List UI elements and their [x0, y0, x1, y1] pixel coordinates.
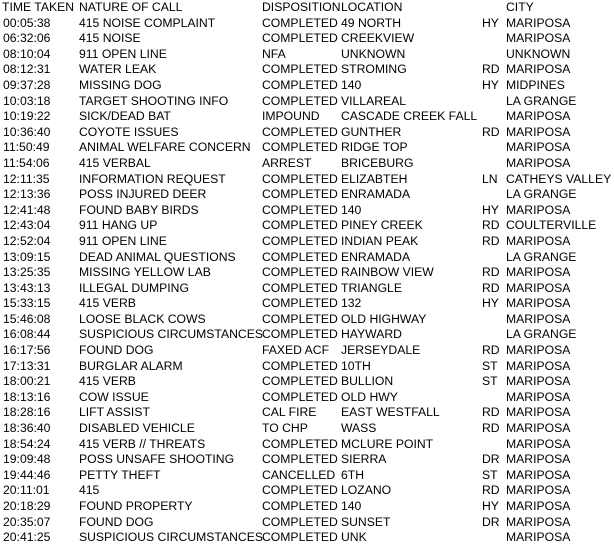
table-row: [0, 218, 614, 234]
cell-city: MARIPOSA: [506, 31, 571, 46]
cell-nature-of-call: FOUND BABY BIRDS: [79, 202, 199, 217]
cell-nature-of-call: 415 VERB: [79, 374, 136, 389]
cell-city: MARIPOSA: [506, 62, 571, 77]
cell-city: MARIPOSA: [506, 202, 571, 217]
cell-location: BRICEBURG: [341, 155, 414, 170]
cell-city: MARIPOSA: [506, 499, 571, 513]
cell-time-taken: 11:50:49: [3, 140, 50, 155]
cell-time-taken: 15:46:08: [3, 311, 51, 326]
cell-disposition: COMPLETED: [262, 296, 338, 311]
table-row: [0, 281, 614, 297]
table-row: [0, 437, 614, 453]
cell-time-taken: 13:43:13: [3, 280, 51, 295]
cell-nature-of-call: MISSING YELLOW LAB: [79, 265, 211, 280]
cell-time-taken: 20:11:01: [3, 483, 50, 498]
cell-location: JERSEYDALE: [341, 343, 421, 358]
cell-location: MCLURE POINT: [341, 436, 434, 451]
cell-city: CATHEYS VALLEY: [506, 171, 612, 186]
cell-disposition: COMPLETED: [262, 202, 338, 217]
cell-disposition: COMPLETED: [262, 77, 338, 92]
cell-city: MARIPOSA: [506, 265, 571, 280]
cell-nature-of-call: FOUND PROPERTY: [79, 499, 193, 513]
cell-location: PINEY CREEK: [341, 218, 423, 233]
table-row: [0, 234, 614, 250]
table-row: [0, 405, 614, 421]
cell-city: MARIPOSA: [506, 280, 571, 295]
cell-nature-of-call: DISABLED VEHICLE: [79, 421, 195, 436]
cell-time-taken: 16:17:56: [3, 343, 51, 358]
cell-nature-of-call: 415: [79, 483, 100, 498]
cell-street-suffix: HY: [482, 296, 499, 311]
cell-time-taken: 13:25:35: [3, 265, 51, 280]
cell-street-suffix: RD: [482, 265, 500, 280]
cell-location: UNK: [341, 530, 367, 545]
cell-city: UNKNOWN: [506, 46, 571, 61]
header-time-taken: TIME TAKEN: [2, 0, 75, 14]
cell-street-suffix: RD: [482, 218, 500, 233]
call-log-rows: [0, 16, 614, 546]
cell-location: VILLAREAL: [341, 93, 407, 108]
cell-time-taken: 19:09:48: [3, 452, 51, 467]
cell-disposition: IMPOUND: [262, 109, 320, 124]
table-row: [0, 140, 614, 156]
cell-nature-of-call: DEAD ANIMAL QUESTIONS: [79, 249, 236, 264]
cell-nature-of-call: INFORMATION REQUEST: [79, 171, 226, 186]
cell-city: MARIPOSA: [506, 296, 571, 311]
cell-street-suffix: HY: [482, 499, 499, 513]
table-row: [0, 78, 614, 94]
table-row: [0, 250, 614, 266]
cell-location: 10TH: [341, 358, 371, 373]
cell-city: MARIPOSA: [506, 15, 571, 30]
cell-time-taken: 12:52:04: [3, 233, 51, 248]
cell-city: MARIPOSA: [506, 389, 571, 404]
cell-street-suffix: RD: [482, 280, 500, 295]
cell-time-taken: 16:08:44: [3, 327, 51, 342]
cell-disposition: ARREST: [262, 155, 312, 170]
cell-nature-of-call: TARGET SHOOTING INFO: [79, 93, 229, 108]
cell-city: LA GRANGE: [506, 327, 577, 342]
cell-disposition: COMPLETED: [262, 311, 338, 326]
cell-disposition: COMPLETED: [262, 233, 338, 248]
table-row: [0, 296, 614, 312]
cell-time-taken: 18:28:16: [3, 405, 51, 420]
cell-city: LA GRANGE: [506, 249, 577, 264]
cell-city: MARIPOSA: [506, 421, 571, 436]
cell-location: OLD HIGHWAY: [341, 311, 427, 326]
table-row: [0, 94, 614, 110]
cell-time-taken: 18:13:16: [3, 389, 51, 404]
cell-location: OLD HWY: [341, 389, 398, 404]
cell-disposition: COMPLETED: [262, 171, 338, 186]
header-nature-of-call: NATURE OF CALL: [79, 0, 183, 14]
cell-city: MARIPOSA: [506, 233, 571, 248]
table-row: [0, 359, 614, 375]
header-disposition: DISPOSITION: [262, 0, 341, 14]
header-location: LOCATION: [341, 0, 403, 14]
table-row: [0, 374, 614, 390]
cell-location: ENRAMADA: [341, 249, 411, 264]
cell-disposition: COMPLETED: [262, 265, 338, 280]
cell-location: 6TH: [341, 467, 365, 482]
cell-nature-of-call: 911 OPEN LINE: [79, 233, 167, 248]
cell-time-taken: 18:36:40: [3, 421, 51, 436]
cell-nature-of-call: SUSPICIOUS CIRCUMSTANCES: [79, 327, 263, 342]
cell-location: CREEKVIEW: [341, 31, 415, 46]
cell-nature-of-call: 911 HANG UP: [79, 218, 158, 233]
cell-time-taken: 10:03:18: [3, 93, 51, 108]
cell-time-taken: 18:00:21: [3, 374, 51, 389]
cell-city: MARIPOSA: [506, 109, 571, 124]
table-row: [0, 47, 614, 63]
cell-nature-of-call: COW ISSUE: [79, 389, 149, 404]
cell-location: 49 NORTH: [341, 15, 402, 30]
cell-time-taken: 17:13:31: [3, 358, 51, 373]
cell-city: MARIPOSA: [506, 530, 571, 545]
cell-disposition: FAXED ACF: [262, 343, 330, 358]
cell-city: MARIPOSA: [506, 467, 571, 482]
cell-nature-of-call: SICK/DEAD BAT: [79, 109, 171, 124]
cell-nature-of-call: 911 OPEN LINE: [79, 46, 167, 61]
cell-disposition: COMPLETED: [262, 15, 338, 30]
cell-disposition: COMPLETED: [262, 358, 338, 373]
cell-location: 140: [341, 202, 362, 217]
cell-street-suffix: LN: [482, 171, 498, 186]
table-row: [0, 468, 614, 484]
cell-disposition: TO CHP: [262, 421, 308, 436]
cell-street-suffix: DR: [482, 452, 500, 467]
cell-disposition: COMPLETED: [262, 62, 338, 77]
table-row: [0, 156, 614, 172]
cell-location: LOZANO: [341, 483, 392, 498]
cell-nature-of-call: POSS UNSAFE SHOOTING: [79, 452, 235, 467]
table-row: [0, 515, 614, 531]
cell-location: RAINBOW VIEW: [341, 265, 434, 280]
cell-location: GUNTHER: [341, 124, 402, 139]
cell-time-taken: 12:43:04: [3, 218, 51, 233]
table-row: [0, 16, 614, 32]
cell-time-taken: 13:09:15: [3, 249, 51, 264]
cell-location: WASS: [341, 421, 377, 436]
cell-nature-of-call: 415 NOISE: [79, 31, 141, 46]
cell-disposition: COMPLETED: [262, 140, 338, 155]
cell-city: MARIPOSA: [506, 343, 571, 358]
cell-disposition: COMPLETED: [262, 483, 338, 498]
cell-city: MARIPOSA: [506, 452, 571, 467]
cell-nature-of-call: 415 NOISE COMPLAINT: [79, 15, 216, 30]
cell-location: ELIZABTEH: [341, 171, 408, 186]
cell-street-suffix: HY: [482, 202, 499, 217]
cell-location: 140: [341, 499, 362, 513]
cell-time-taken: 18:54:24: [3, 436, 51, 451]
cell-nature-of-call: POSS INJURED DEER: [79, 187, 207, 202]
table-row: [0, 452, 614, 468]
cell-city: MARIPOSA: [506, 155, 571, 170]
cell-time-taken: 10:36:40: [3, 124, 51, 139]
cell-time-taken: 15:33:15: [3, 296, 51, 311]
cell-city: MARIPOSA: [506, 405, 571, 420]
cell-nature-of-call: 415 VERB: [79, 296, 136, 311]
table-row: [0, 265, 614, 281]
cell-disposition: COMPLETED: [262, 280, 338, 295]
cell-street-suffix: DR: [482, 514, 500, 529]
cell-nature-of-call: ILLEGAL DUMPING: [79, 280, 189, 295]
cell-street-suffix: RD: [482, 421, 500, 436]
cell-nature-of-call: BURGLAR ALARM: [79, 358, 183, 373]
cell-nature-of-call: SUSPICIOUS CIRCUMSTANCES: [79, 530, 263, 545]
cell-location: SUNSET: [341, 514, 391, 529]
cell-location: TRIANGLE: [341, 280, 402, 295]
table-row: [0, 187, 614, 203]
cell-disposition: COMPLETED: [262, 374, 338, 389]
cell-disposition: COMPLETED: [262, 31, 338, 46]
cell-nature-of-call: 415 VERB // THREATS: [79, 436, 206, 451]
cell-city: LA GRANGE: [506, 93, 577, 108]
cell-disposition: COMPLETED: [262, 218, 338, 233]
cell-disposition: NFA: [262, 46, 286, 61]
cell-city: LA GRANGE: [506, 187, 577, 202]
table-row: [0, 203, 614, 219]
cell-disposition: COMPLETED: [262, 124, 338, 139]
cell-time-taken: 11:54:06: [3, 155, 50, 170]
cell-street-suffix: ST: [482, 374, 498, 389]
table-row: [0, 390, 614, 406]
cell-disposition: COMPLETED: [262, 187, 338, 202]
cell-location: UNKNOWN: [341, 46, 406, 61]
cell-location: CASCADE CREEK FALL: [341, 109, 478, 124]
cell-disposition: COMPLETED: [262, 514, 338, 529]
cell-city: MARIPOSA: [506, 436, 571, 451]
table-row: [0, 530, 614, 546]
cell-time-taken: 12:11:35: [3, 171, 50, 186]
table-row: [0, 172, 614, 188]
cell-time-taken: 20:35:07: [3, 514, 51, 529]
table-row: [0, 109, 614, 125]
table-row: [0, 31, 614, 47]
table-row: [0, 125, 614, 141]
cell-disposition: COMPLETED: [262, 499, 338, 513]
cell-street-suffix: RD: [482, 343, 500, 358]
cell-time-taken: 20:18:29: [3, 499, 51, 513]
cell-nature-of-call: PETTY THEFT: [79, 467, 161, 482]
cell-city: MARIPOSA: [506, 124, 571, 139]
cell-location: INDIAN PEAK: [341, 233, 419, 248]
cell-disposition: COMPLETED: [262, 452, 338, 467]
cell-time-taken: 09:37:28: [3, 77, 51, 92]
cell-nature-of-call: LOOSE BLACK COWS: [79, 311, 206, 326]
cell-city: MARIPOSA: [506, 483, 571, 498]
table-row: [0, 483, 614, 499]
cell-nature-of-call: MISSING DOG: [79, 77, 162, 92]
table-row: [0, 421, 614, 437]
cell-street-suffix: RD: [482, 233, 500, 248]
cell-city: MARIPOSA: [506, 311, 571, 326]
cell-city: COULTERVILLE: [506, 218, 597, 233]
cell-city: MARIPOSA: [506, 374, 571, 389]
cell-location: HAYWARD: [341, 327, 402, 342]
cell-location: ENRAMADA: [341, 187, 411, 202]
cell-time-taken: 10:19:22: [3, 109, 51, 124]
table-row: [0, 327, 614, 343]
cell-location: SIERRA: [341, 452, 387, 467]
cell-city: MARIPOSA: [506, 140, 571, 155]
cell-disposition: CAL FIRE: [262, 405, 317, 420]
cell-street-suffix: RD: [482, 62, 500, 77]
cell-location: BULLION: [341, 374, 394, 389]
cell-time-taken: 08:10:04: [3, 46, 51, 61]
cell-location: 140: [341, 77, 362, 92]
header-row: [0, 0, 614, 16]
cell-location: 132: [341, 296, 362, 311]
cell-street-suffix: RD: [482, 405, 500, 420]
cell-city: MIDPINES: [506, 77, 565, 92]
cell-time-taken: 08:12:31: [3, 62, 51, 77]
cell-disposition: COMPLETED: [262, 93, 338, 108]
cell-location: RIDGE TOP: [341, 140, 408, 155]
cell-nature-of-call: FOUND DOG: [79, 343, 154, 358]
cell-disposition: COMPLETED: [262, 436, 338, 451]
cell-time-taken: 20:41:25: [3, 530, 51, 545]
cell-street-suffix: HY: [482, 15, 499, 30]
cell-street-suffix: RD: [482, 124, 500, 139]
cell-nature-of-call: WATER LEAK: [79, 62, 157, 77]
cell-location: EAST WESTFALL: [341, 405, 440, 420]
cell-nature-of-call: 415 VERBAL: [79, 155, 151, 170]
cell-time-taken: 06:32:06: [3, 31, 51, 46]
cell-city: MARIPOSA: [506, 514, 571, 529]
table-row: [0, 499, 614, 515]
cell-time-taken: 12:13:36: [3, 187, 51, 202]
cell-street-suffix: HY: [482, 77, 499, 92]
cell-nature-of-call: LIFT ASSIST: [79, 405, 150, 420]
cell-disposition: COMPLETED: [262, 327, 338, 342]
cell-disposition: COMPLETED: [262, 249, 338, 264]
cell-disposition: COMPLETED: [262, 530, 338, 545]
cell-location: STROMING: [341, 62, 407, 77]
cell-city: MARIPOSA: [506, 358, 571, 373]
cell-street-suffix: ST: [482, 467, 498, 482]
cell-time-taken: 19:44:46: [3, 467, 51, 482]
table-row: [0, 62, 614, 78]
cell-nature-of-call: ANIMAL WELFARE CONCERN: [79, 140, 251, 155]
cell-street-suffix: RD: [482, 483, 500, 498]
cell-street-suffix: ST: [482, 358, 498, 373]
cell-nature-of-call: FOUND DOG: [79, 514, 154, 529]
cell-time-taken: 12:41:48: [3, 202, 51, 217]
cell-disposition: CANCELLED: [262, 467, 336, 482]
cell-nature-of-call: COYOTE ISSUES: [79, 124, 179, 139]
table-row: [0, 312, 614, 328]
header-city: CITY: [506, 0, 534, 14]
table-row: [0, 343, 614, 359]
cell-disposition: COMPLETED: [262, 389, 338, 404]
cell-time-taken: 00:05:38: [3, 15, 51, 30]
